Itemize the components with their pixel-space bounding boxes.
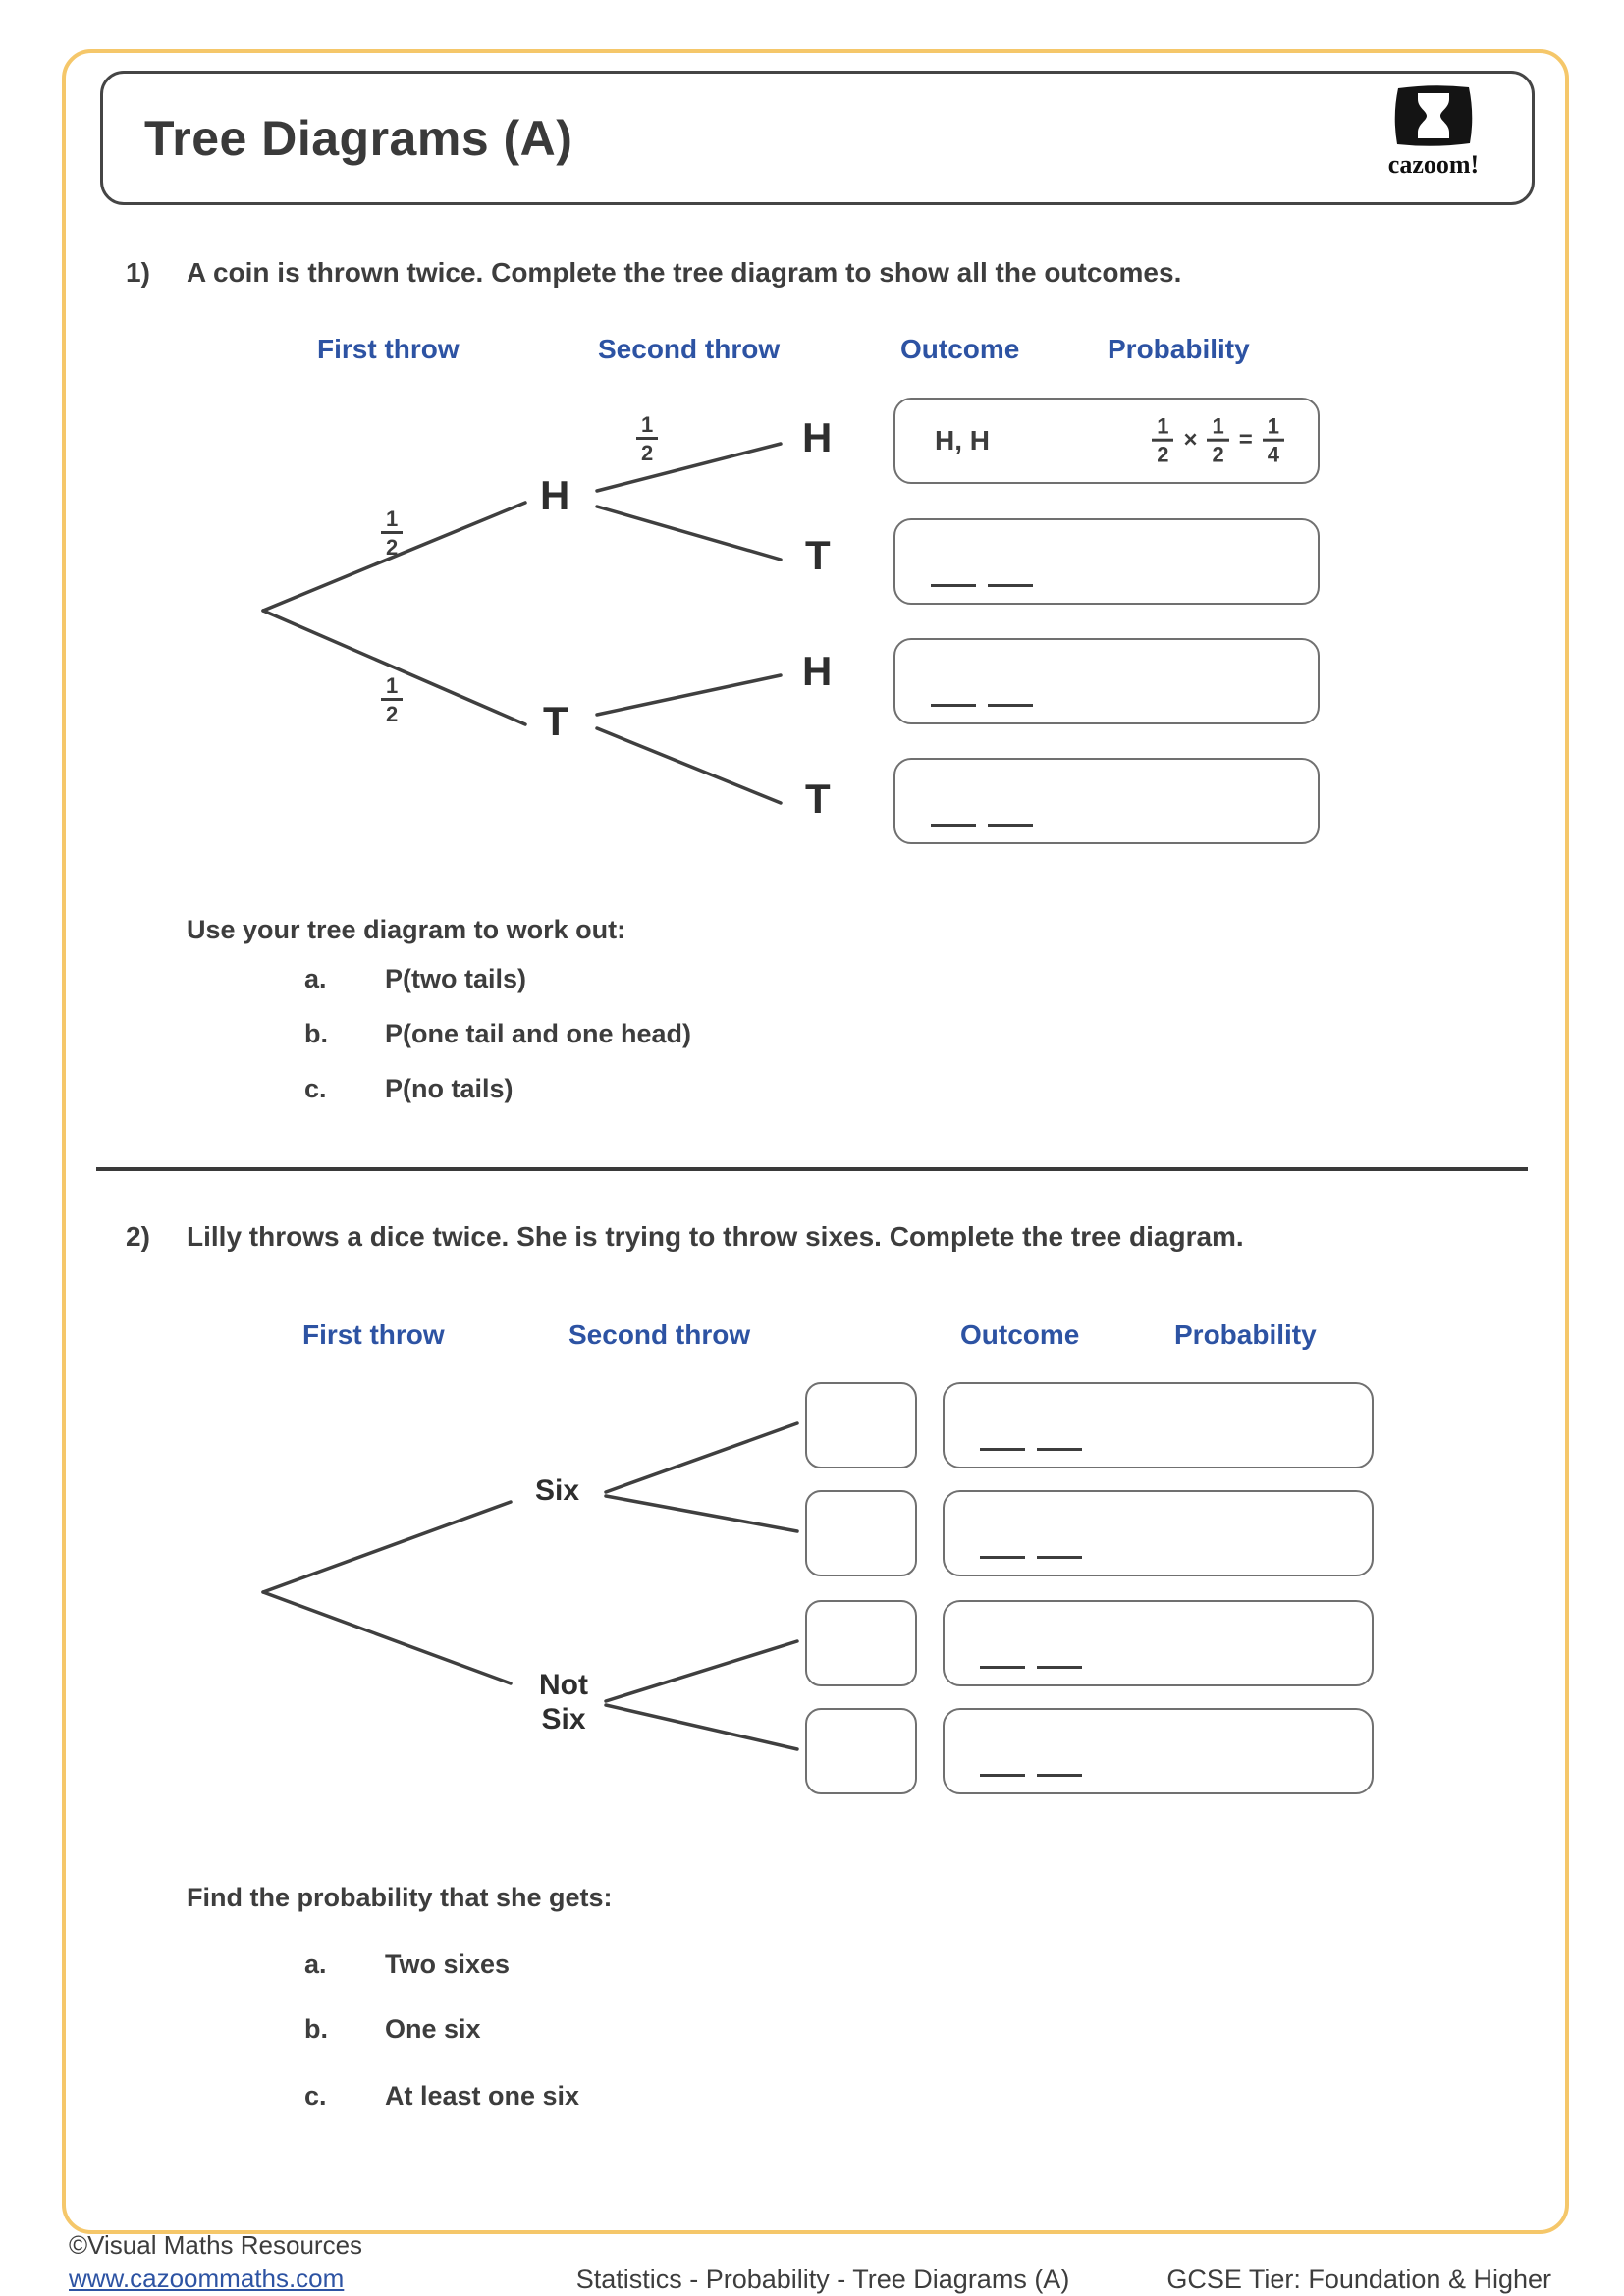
q1-workout-intro: Use your tree diagram to work out: (187, 915, 626, 944)
q1-leaf-t1: T (805, 532, 831, 578)
q2-header-outcome: Outcome (960, 1319, 1080, 1350)
q2-wide-box-4[interactable] (943, 1708, 1374, 1794)
q2-small-box-1[interactable] (805, 1382, 917, 1468)
q2-small-box-4[interactable] (805, 1708, 917, 1794)
tree-diagram-1-branches (245, 412, 815, 834)
answer-blanks (980, 1556, 1082, 1559)
q1-node-h: H (540, 472, 570, 518)
q2-item-a-letter: a. (304, 1949, 327, 1979)
footer-topic: Statistics - Probability - Tree Diagrams (A) (575, 2265, 1070, 2294)
q1-header-first-throw: First throw (317, 334, 460, 364)
q2-node-not-six: Not Six (539, 1669, 588, 1735)
q2-item-b-letter: b. (304, 2014, 328, 2044)
q1-item-c-letter: c. (304, 1074, 327, 1103)
q1-outcome-box-4[interactable] (893, 758, 1320, 844)
website-link[interactable]: www.cazoommaths.com (69, 2264, 345, 2293)
logo-text: cazoom! (1387, 150, 1480, 179)
q2-find-intro: Find the probability that she gets: (187, 1883, 613, 1912)
fraction: $\frac{1}{4}$ (1263, 414, 1284, 468)
q2-small-box-2[interactable] (805, 1490, 917, 1576)
q1-leaf-t2: T (805, 775, 831, 822)
q1-leaf-h2: H (802, 648, 833, 694)
q2-prompt: Lilly throws a dice twice. She is trying to throw sixes. Complete the tree diagram. (187, 1221, 1244, 1252)
q2-node-six: Six (535, 1474, 580, 1507)
q1-outcome-box-3[interactable] (893, 638, 1320, 724)
section-divider (96, 1167, 1528, 1171)
fraction: $\frac{1}{2}$ (1207, 414, 1228, 468)
q1-item-b-text: P(one tail and one head) (385, 1019, 692, 1048)
q1-prompt: A coin is thrown twice. Complete the tree diagram to show all the outcomes. (187, 257, 1182, 288)
q1-item-a-letter: a. (304, 964, 327, 993)
answer-blanks (931, 824, 1033, 827)
hourglass-icon (1390, 83, 1477, 148)
answer-blanks (931, 704, 1033, 707)
q1-item-b-letter: b. (304, 1019, 328, 1048)
q2-number: 2) (126, 1221, 150, 1252)
fraction: $\frac{1}{2}$ (1152, 414, 1173, 468)
q1-header-probability: Probability (1108, 334, 1250, 364)
q2-wide-box-3[interactable] (943, 1600, 1374, 1686)
q2-item-c-letter: c. (304, 2081, 327, 2110)
q1-item-c-text: P(no tails) (385, 1074, 514, 1103)
q2-wide-box-2[interactable] (943, 1490, 1374, 1576)
q1-header-outcome: Outcome (900, 334, 1020, 364)
times-sign: × (1183, 427, 1198, 454)
q1-fraction-second-top: $\frac{1}{2}$ (636, 412, 658, 466)
answer-blanks (931, 584, 1033, 587)
q1-header-second-throw: Second throw (598, 334, 781, 364)
q1-outcome-box-1 (893, 398, 1320, 484)
q1-node-t: T (543, 698, 568, 744)
q2-wide-box-1[interactable] (943, 1382, 1374, 1468)
q2-header-second-throw: Second throw (568, 1319, 751, 1350)
answer-blanks (980, 1774, 1082, 1777)
header (100, 71, 1535, 205)
q2-header-first-throw: First throw (302, 1319, 445, 1350)
copyright-text: ©Visual Maths Resources (69, 2230, 363, 2260)
q1-outcome-hh: H, H (935, 425, 990, 455)
equals-sign: = (1238, 427, 1253, 454)
answer-blanks (980, 1666, 1082, 1669)
q1-leaf-h1: H (802, 414, 833, 460)
q1-item-a-text: P(two tails) (385, 964, 527, 993)
q1-number: 1) (126, 257, 150, 288)
q2-header-probability: Probability (1174, 1319, 1317, 1350)
q2-item-c-text: At least one six (385, 2081, 580, 2110)
q1-probability-expression (1152, 414, 1284, 468)
q1-fraction-first-top: $\frac{1}{2}$ (381, 507, 403, 561)
cazoom-logo (1375, 83, 1492, 180)
q1-fraction-first-bottom: $\frac{1}{2}$ (381, 673, 403, 727)
footer-tier: GCSE Tier: Foundation & Higher (1166, 2265, 1551, 2294)
q1-outcome-box-2[interactable] (893, 518, 1320, 605)
q2-item-a-text: Two sixes (385, 1949, 511, 1979)
answer-blanks (980, 1448, 1082, 1451)
q2-small-box-3[interactable] (805, 1600, 917, 1686)
page-title: Tree Diagrams (A) (144, 110, 573, 166)
q2-item-b-text: One six (385, 2014, 481, 2044)
